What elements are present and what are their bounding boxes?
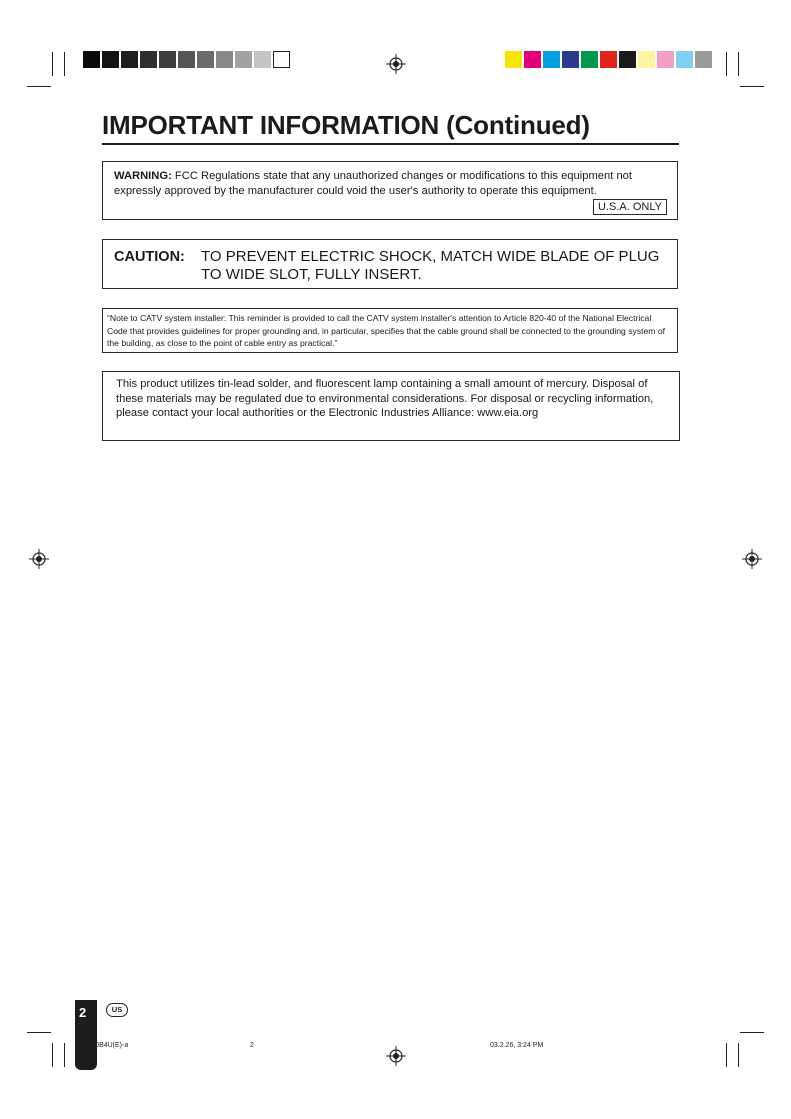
footer-timestamp: 03.2.26, 3:24 PM bbox=[490, 1042, 544, 1049]
caution-label: CAUTION: bbox=[114, 249, 185, 265]
calibration-swatch bbox=[121, 51, 138, 68]
catv-note-box bbox=[102, 308, 678, 353]
crop-mark bbox=[27, 86, 51, 87]
crop-mark bbox=[740, 86, 764, 87]
calibration-swatch bbox=[524, 51, 541, 68]
grayscale-calibration-bar bbox=[83, 51, 292, 69]
calibration-swatch bbox=[638, 51, 655, 68]
registration-mark-icon bbox=[742, 549, 762, 569]
page-number: 2 bbox=[79, 1005, 87, 1020]
registration-mark-icon bbox=[386, 54, 406, 74]
calibration-swatch bbox=[197, 51, 214, 68]
calibration-swatch bbox=[619, 51, 636, 68]
calibration-swatch bbox=[216, 51, 233, 68]
title-underline bbox=[102, 143, 679, 145]
crop-mark bbox=[52, 52, 53, 76]
registration-mark-icon bbox=[29, 549, 49, 569]
calibration-swatch bbox=[600, 51, 617, 68]
calibration-swatch bbox=[140, 51, 157, 68]
disposal-notice-box bbox=[102, 371, 680, 441]
caution-body: TO PREVENT ELECTRIC SHOCK, MATCH WIDE BLADE OF PLUG TO WIDE SLOT, FULLY INSERT. bbox=[201, 248, 660, 283]
crop-mark bbox=[64, 1043, 65, 1067]
warning-paragraph bbox=[114, 169, 669, 199]
crop-mark bbox=[726, 52, 727, 76]
color-calibration-bar bbox=[505, 51, 714, 69]
crop-mark bbox=[740, 1032, 764, 1033]
calibration-swatch bbox=[83, 51, 100, 68]
caution-box bbox=[102, 239, 678, 289]
calibration-swatch bbox=[543, 51, 560, 68]
crop-mark bbox=[52, 1043, 53, 1067]
warning-box bbox=[102, 161, 678, 220]
calibration-swatch bbox=[581, 51, 598, 68]
calibration-swatch bbox=[695, 51, 712, 68]
warning-label: WARNING: bbox=[114, 170, 172, 182]
region-tag: U.S.A. ONLY bbox=[593, 199, 667, 215]
calibration-swatch bbox=[178, 51, 195, 68]
calibration-swatch bbox=[562, 51, 579, 68]
calibration-swatch bbox=[657, 51, 674, 68]
disposal-notice-text: This product utilizes tin-lead solder, and fluorescent lamp containing a small amount of mercury. Disposal of these materials may be regulated due to environmental considerations. For disposal or recycling information, please contact your local authorities or the Electronic Industries Alliance: www.eia.org bbox=[116, 378, 654, 419]
calibration-swatch bbox=[505, 51, 522, 68]
footer-page-ref: 2 bbox=[250, 1042, 254, 1049]
calibration-swatch bbox=[235, 51, 252, 68]
calibration-swatch bbox=[159, 51, 176, 68]
region-badge: US bbox=[106, 1003, 128, 1017]
crop-mark bbox=[738, 1043, 739, 1067]
footer-file-code: LC-20B4U(E)-a bbox=[80, 1042, 129, 1049]
warning-body: FCC Regulations state that any unauthorized changes or modifications to this equipment not expressly approved by the manufacturer could void the user's authority to operate this equipment. bbox=[114, 170, 632, 197]
registration-mark-icon bbox=[386, 1046, 406, 1066]
crop-mark bbox=[64, 52, 65, 76]
crop-mark bbox=[726, 1043, 727, 1067]
crop-mark bbox=[27, 1032, 51, 1033]
calibration-swatch bbox=[102, 51, 119, 68]
calibration-swatch bbox=[273, 51, 290, 68]
calibration-swatch bbox=[676, 51, 693, 68]
page-title: IMPORTANT INFORMATION (Continued) bbox=[102, 110, 590, 140]
calibration-swatch bbox=[254, 51, 271, 68]
catv-note-text: “Note to CATV system installer: This reminder is provided to call the CATV system installer's attention to Article 820-40 of the National Electrical Code that provides guidelines for proper grounding and, in particular, specifies that the cable ground shall be connected to the grounding system of the building, as close to the point of cable entry as practical.” bbox=[107, 313, 665, 349]
crop-mark bbox=[738, 52, 739, 76]
